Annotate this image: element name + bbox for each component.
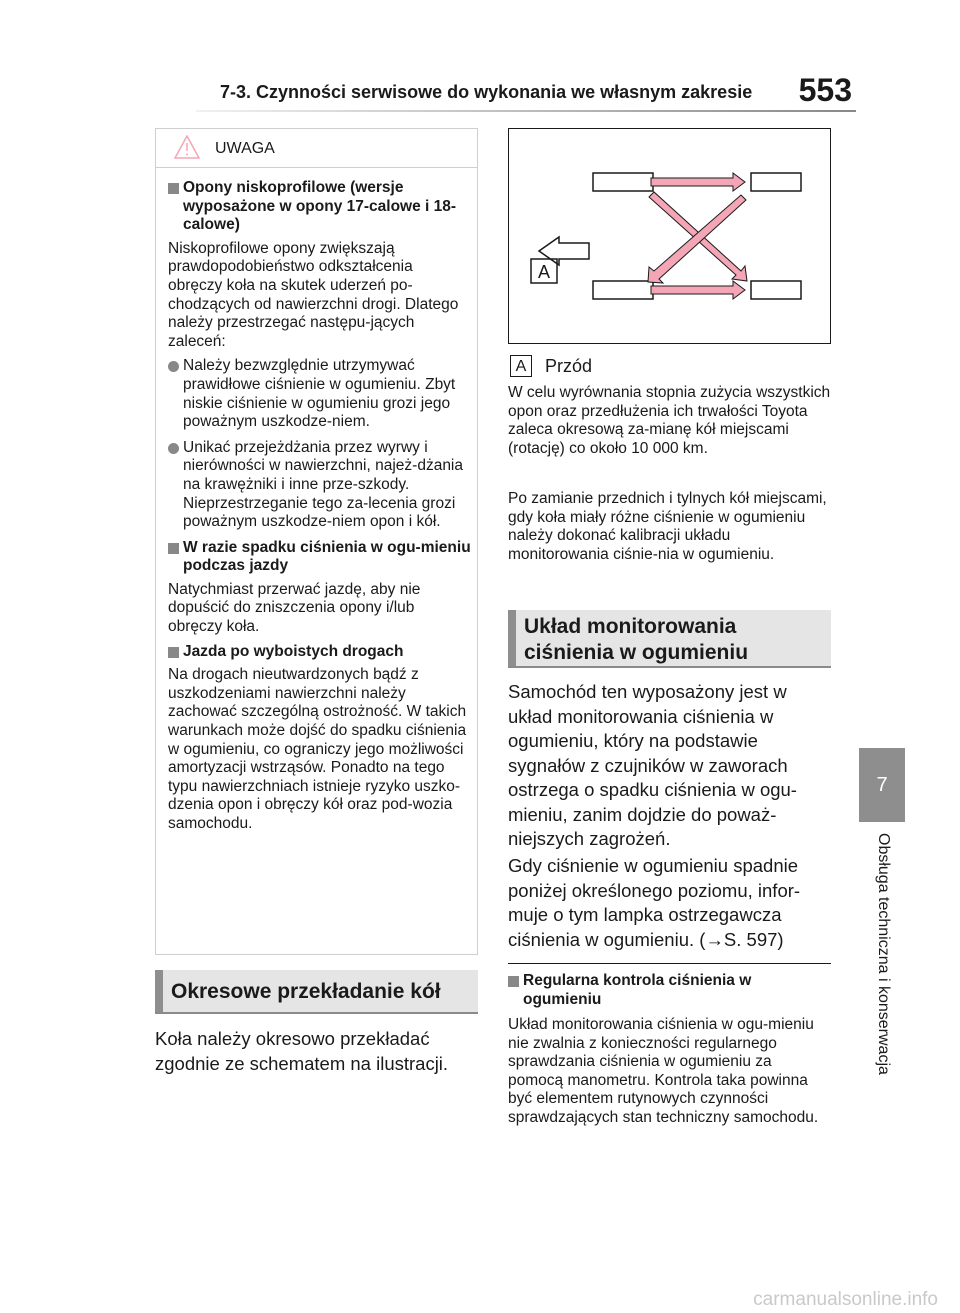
warning-section-heading: W razie spadku ciśnienia w ogu-mieniu podczas jazdy xyxy=(168,539,471,576)
header-rule xyxy=(196,110,856,112)
warning-bullet: Należy bezwzględnie utrzymywać prawidłowe ciśnienie w ogumieniu. Zbyt niskie ciśnienie w ogumieniu grozi jego poważnym uszkodze-niem. xyxy=(168,357,471,431)
callout-letter: A xyxy=(537,262,551,282)
callout-label: A xyxy=(510,355,532,377)
warning-bullet: Unikać przejeżdżania przez wyrwy i nierówności w nawierzchni, najeż-dżania na krawężniki i inne prze-szkody. Nieprzestrzeganie tego za-lecenia grozi poważnym uszkodze-niem opon i kół. xyxy=(168,439,471,532)
warning-title: UWAGA xyxy=(215,140,275,157)
watermark: carmanualsonline.info xyxy=(753,1289,938,1310)
wheel-front-left xyxy=(593,173,653,191)
chapter-tab-label: Obsługa techniczna i konserwacja xyxy=(875,833,892,1075)
warning-section-heading: Jazda po wyboistych drogach xyxy=(168,643,471,662)
warning-paragraph: Natychmiast przerwać jazdę, aby nie dopuścić do zniszczenia opony i/lub obręczy koła. xyxy=(168,580,421,636)
round-bullet-icon xyxy=(168,361,179,372)
section-heading-text: Okresowe przekładanie kół xyxy=(171,980,441,1003)
tpms-subheading: Regularna kontrola ciśnienia w ogumieniu xyxy=(508,972,831,1009)
square-bullet-icon xyxy=(168,543,179,554)
wheel-rear-right xyxy=(751,281,801,299)
tire-rotation-svg xyxy=(509,129,830,343)
wheel-rear-left xyxy=(593,281,653,299)
section-heading-tpms xyxy=(508,610,831,668)
rotation-text: Koła należy okresowo przekładać zgodnie ze schematem na ilustracji. xyxy=(155,1028,449,1074)
square-bullet-icon xyxy=(508,976,519,987)
rotation-description-2: Po zamianie przednich i tylnych kół miejscami, gdy koła miały różne ciśnienie w ogumieniu należy dokonać kalibracji układu monitorowania ciśnie-nia w ogumieniu. xyxy=(508,490,827,563)
tpms-subtext: Układ monitorowania ciśnienia w ogu-mieniu nie zwalnia z konieczności regularnego sprawdzania ciśnienia w ogumieniu za pomocą manometru. Kontrola taka powinna być elementem rutynowych czynności sprawdzających stan techniczny samochodu. xyxy=(508,1016,819,1126)
section-heading-line1: Układ monitorowania xyxy=(524,615,737,638)
rotation-description-1: W celu wyrównania stopnia zużycia wszystkich opon oraz przedłużenia ich trwałości Toyota zaleca okresową za-mianę kół miejscami (rotację) co około 10 000 km. xyxy=(508,384,831,457)
warning-header xyxy=(156,129,477,168)
tpms-text-1: Samochód ten wyposażony jest w układ monitorowania ciśnienia w ogumieniu, który na podstawie sygnałów z czujników w zaworach ostrzega o spadku ciśnienia w ogu-mieniu, zanim dojdzie do poważ-niejszych zagrożeń. xyxy=(508,681,797,849)
warning-body xyxy=(168,179,471,840)
warning-triangle-icon xyxy=(174,135,200,159)
tire-rotation-diagram xyxy=(508,128,831,344)
page-header xyxy=(196,72,856,110)
arrow-front-icon xyxy=(651,173,745,191)
page-number: 553 xyxy=(798,72,852,108)
warning-box xyxy=(155,128,478,955)
square-bullet-icon xyxy=(168,183,179,194)
warning-paragraph: Niskoprofilowe opony zwiększają prawdopodobieństwo odkształcenia obręczy koła na skutek uderzeń po-chodzących od nawierzchni drogi. Dlatego należy przestrzegać następu-jących zaleceń: xyxy=(168,239,459,350)
callout-caption: Przód xyxy=(545,356,593,376)
chapter-title: 7-3. Czynności serwisowe do wykonania we własnym zakresie xyxy=(220,82,753,102)
warning-paragraph: Na drogach nieutwardzonych bądź z uszkodzeniami nawierzchni należy zachować szczególną ostrożność. W takich warunkach może dojść do spadku ciśnienia w ogumieniu, co ograniczy jego możliwości amortyzacji wstrząsów. Ponadto na tego typu nawierzchniach istnieje ryzyko uszko-dzenia opon i obręczy kół oraz pod-wozia samochodu. xyxy=(168,666,467,832)
wheel-front-right xyxy=(751,173,801,191)
front-direction-arrow-icon xyxy=(539,237,589,265)
square-bullet-icon xyxy=(168,647,179,658)
round-bullet-icon xyxy=(168,443,179,454)
divider xyxy=(508,963,831,964)
warning-section-heading: Opony niskoprofilowe (wersje wyposażone w opony 17-calowe i 18-calowe) xyxy=(168,179,471,235)
tpms-text-2: Gdy ciśnienie w ogumieniu spadnie poniżej określonego poziomu, infor-muje o tym lampka ostrzegawcza ciśnienia w ogumieniu. (→S. 597) xyxy=(508,855,801,950)
arrow-rear-icon xyxy=(651,281,745,299)
chapter-tab: 7 xyxy=(859,748,905,822)
section-heading-line2: ciśnienia w ogumieniu xyxy=(524,641,749,664)
section-heading-rotation xyxy=(155,970,478,1014)
